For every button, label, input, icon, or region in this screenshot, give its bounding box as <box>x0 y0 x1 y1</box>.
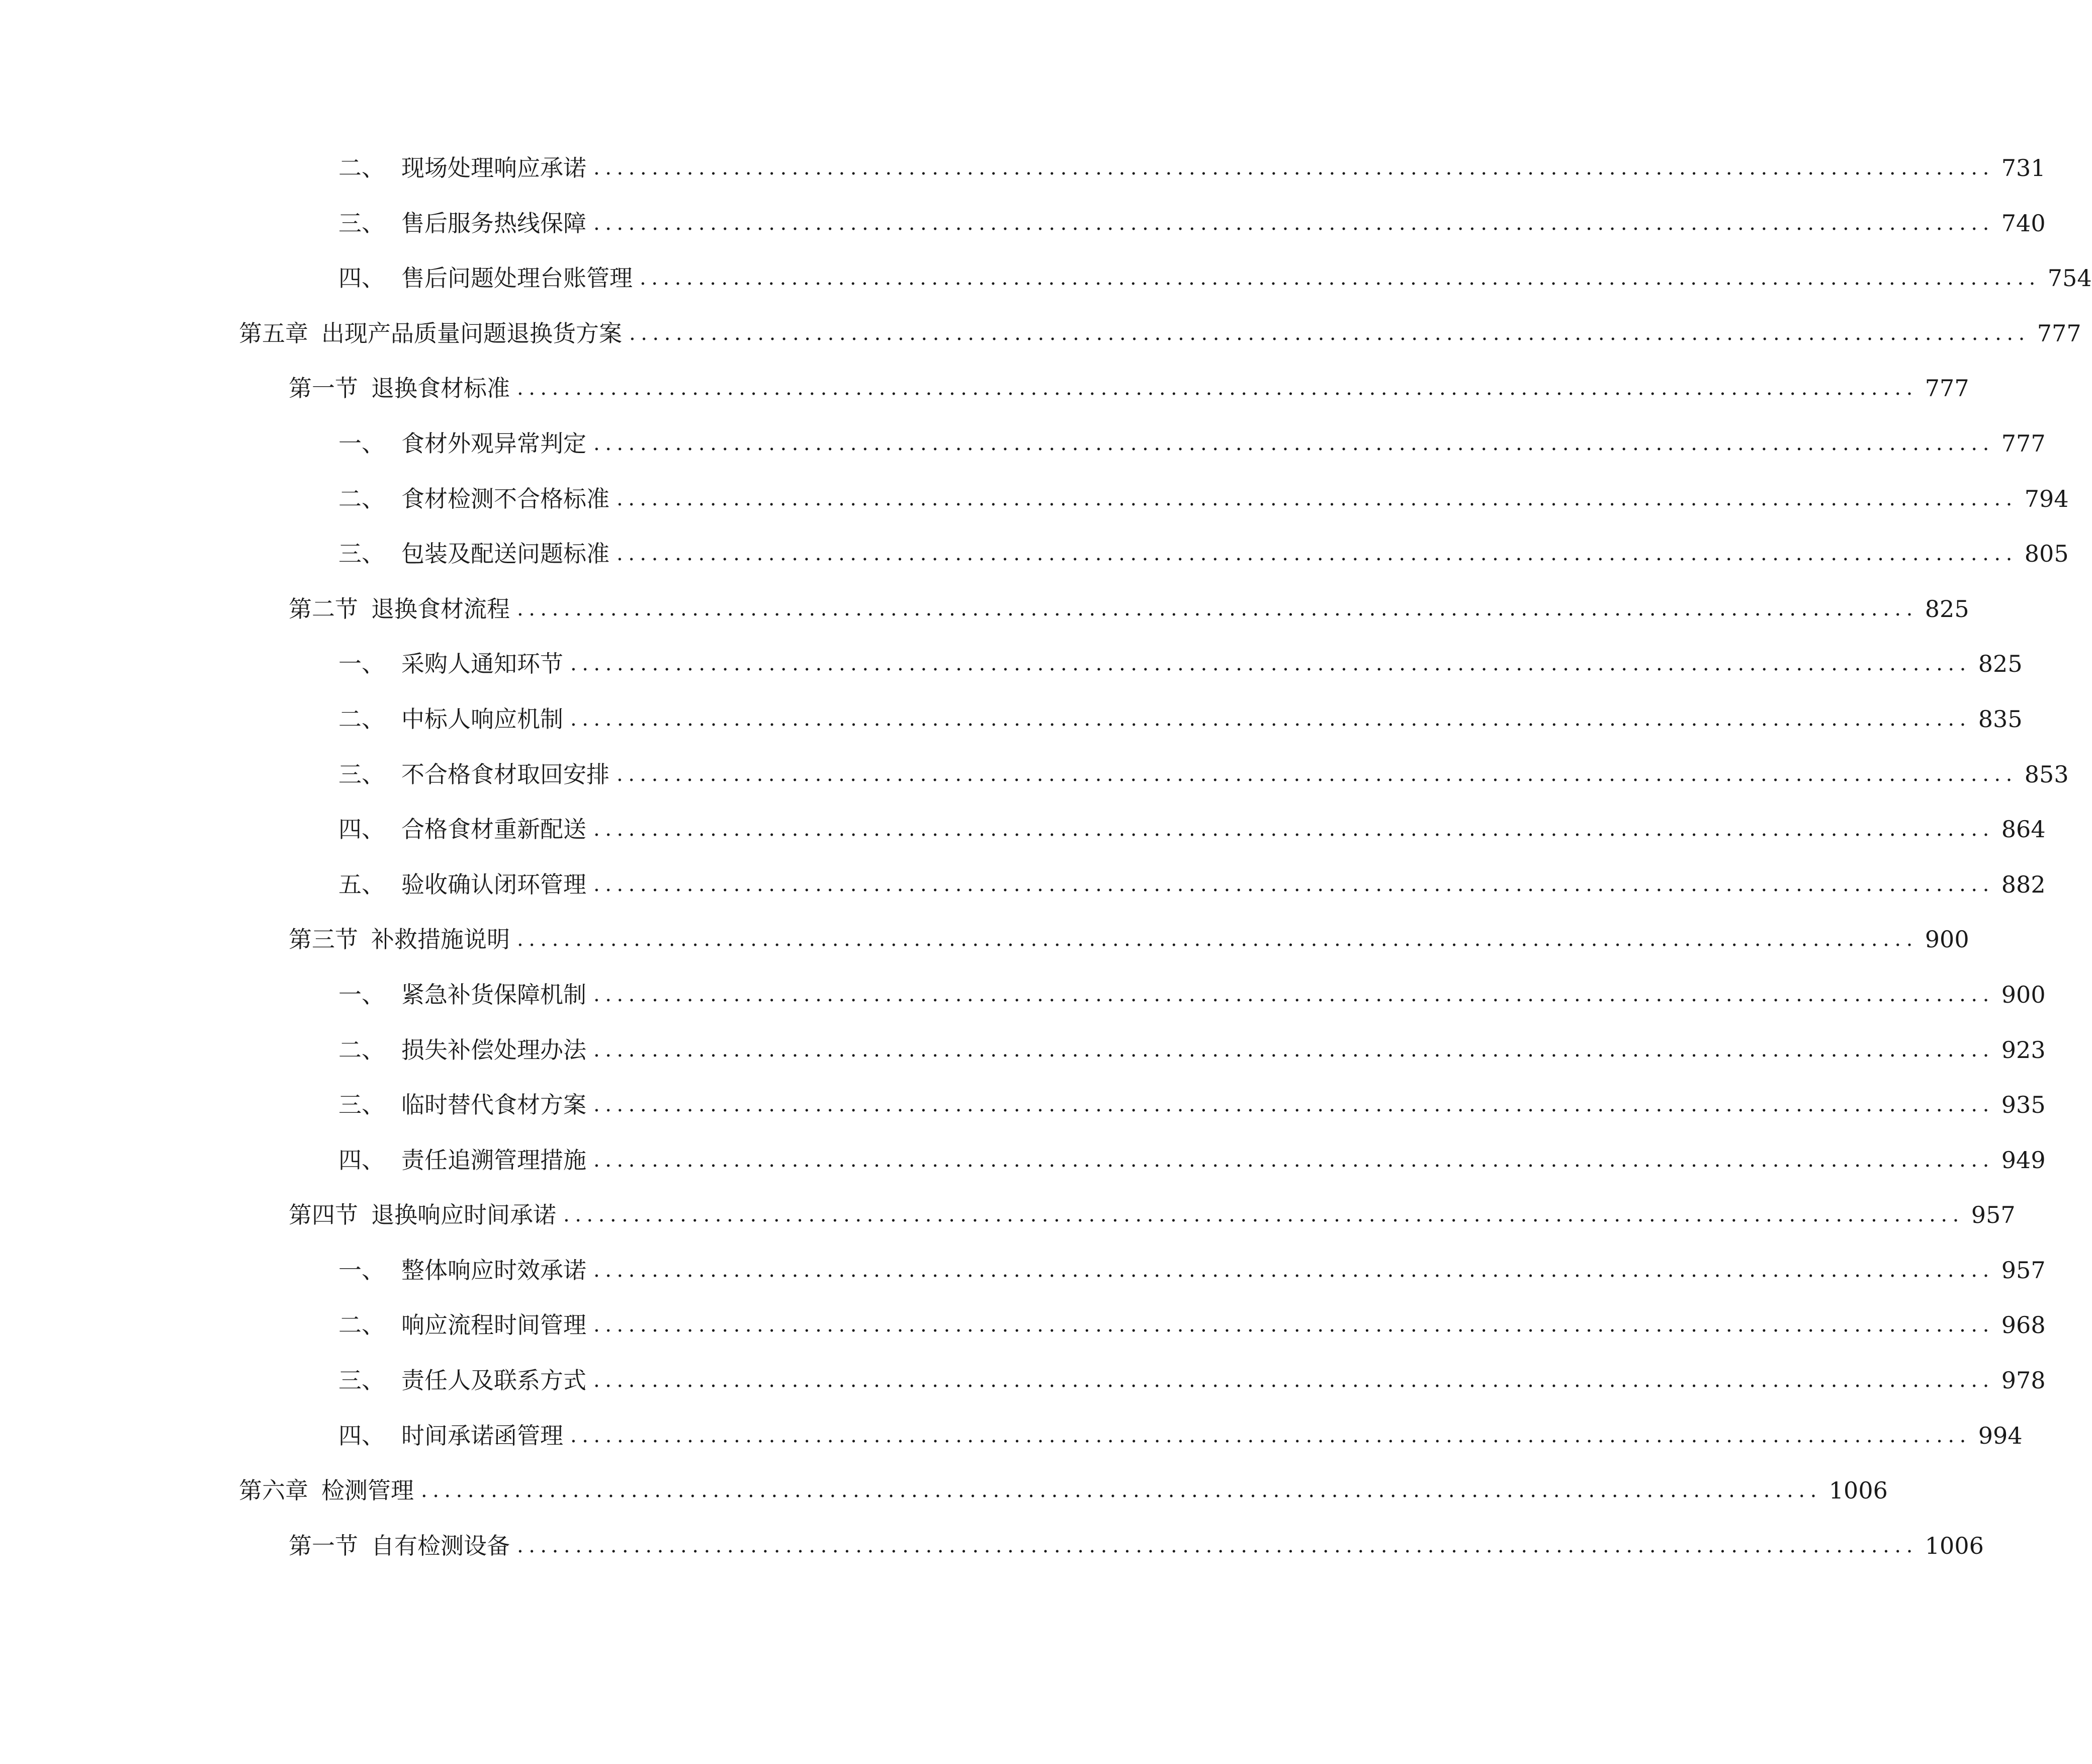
toc-dot-leader: ........................................................................................................................ <box>593 431 1994 455</box>
toc-dot-leader: ........................................................................................................................ <box>629 321 2030 345</box>
toc-entry-title: 整体响应时效承诺 <box>401 1256 586 1284</box>
toc-page-number: 794 <box>2024 485 2069 512</box>
toc-entry[interactable] <box>338 860 2046 909</box>
toc-page-number: 777 <box>2001 429 2046 457</box>
toc-dot-leader: ........................................................................................................................ <box>593 1093 1994 1117</box>
toc-entry[interactable] <box>289 364 1969 412</box>
toc-page-number: 923 <box>2001 1036 2046 1064</box>
toc-entry-title: 食材外观异常判定 <box>401 429 586 457</box>
toc-entry-number: 四、 <box>338 264 385 292</box>
toc-entry[interactable] <box>338 1246 2046 1294</box>
toc-page-number: 957 <box>2001 1256 2046 1284</box>
toc-line <box>0 1246 2046 1301</box>
toc-entry-title: 不合格食材取回安排 <box>401 760 609 788</box>
toc-line <box>0 971 2046 1026</box>
toc-line <box>0 1191 2016 1246</box>
toc-line <box>0 254 2092 309</box>
toc-entry[interactable] <box>338 1081 2046 1129</box>
toc-entry-number: 第二节 <box>289 595 358 623</box>
toc-line <box>0 530 2069 585</box>
toc-entry-title: 售后服务热线保障 <box>401 209 586 237</box>
toc-entry[interactable] <box>338 144 2046 192</box>
toc-entry-title: 响应流程时间管理 <box>401 1311 586 1339</box>
toc-entry-number: 四、 <box>338 1422 385 1449</box>
toc-entry[interactable] <box>338 805 2046 853</box>
toc-dot-leader: ........................................................................................................................ <box>593 1258 1994 1282</box>
toc-entry-number: 三、 <box>338 540 385 568</box>
toc-entry-title: 包装及配送问题标准 <box>401 540 609 568</box>
toc-page-number: 825 <box>1925 595 1969 623</box>
toc-page-number: 978 <box>2001 1367 2046 1394</box>
toc-entry-number: 一、 <box>338 981 385 1008</box>
toc-dot-leader: ........................................................................................................................ <box>593 1148 1994 1172</box>
toc-entry[interactable] <box>289 585 1969 633</box>
toc-line <box>0 199 2046 254</box>
toc-line <box>0 1522 1984 1577</box>
toc-entry[interactable] <box>338 1026 2046 1074</box>
toc-entry-number: 第三节 <box>289 926 358 953</box>
toc-dot-leader: ........................................................................................................................ <box>570 652 1971 676</box>
toc-entry-number: 第五章 <box>239 319 308 347</box>
toc-entry-title: 现场处理响应承诺 <box>401 154 586 182</box>
toc-line <box>0 860 2046 916</box>
toc-page-number: 935 <box>2001 1091 2046 1119</box>
toc-dot-leader: ........................................................................................................................ <box>593 1038 1994 1062</box>
toc-page-number: 1006 <box>1925 1532 1984 1559</box>
toc-entry[interactable] <box>338 695 2023 743</box>
toc-page-number: 1006 <box>1828 1477 1888 1505</box>
toc-dot-leader: ........................................................................................................................ <box>563 1203 1964 1227</box>
toc-page-number: 731 <box>2001 154 2046 182</box>
toc-page-number: 754 <box>2047 264 2092 292</box>
toc-entry-title: 退换食材流程 <box>371 595 510 623</box>
toc-entry-number: 三、 <box>338 1091 385 1119</box>
toc-page-number: 968 <box>2001 1311 2046 1339</box>
toc-entry-title: 自有检测设备 <box>371 1532 510 1559</box>
toc-entry-title: 合格食材重新配送 <box>401 816 586 843</box>
toc-entry-title: 退换响应时间承诺 <box>371 1201 556 1229</box>
toc-dot-leader: ........................................................................................................................ <box>570 707 1971 731</box>
toc-line <box>0 1412 2023 1467</box>
toc-entry[interactable] <box>338 419 2046 468</box>
toc-line <box>0 364 1969 419</box>
toc-page-number: 777 <box>2037 319 2081 347</box>
toc-entry-title: 责任人及联系方式 <box>401 1367 586 1394</box>
toc-dot-leader: ........................................................................................................................ <box>570 1424 1971 1447</box>
toc-line <box>0 915 1969 971</box>
toc-line <box>0 695 2023 750</box>
toc-entry[interactable] <box>338 1301 2046 1349</box>
toc-page-number: 949 <box>2001 1146 2046 1174</box>
toc-dot-leader: ........................................................................................................................ <box>617 542 2018 566</box>
toc-line <box>0 640 2023 695</box>
toc-entry[interactable] <box>338 1136 2046 1184</box>
toc-entry[interactable] <box>338 530 2069 578</box>
toc-entry-number: 第一节 <box>289 375 358 402</box>
toc-entry-title: 售后问题处理台账管理 <box>401 264 633 292</box>
toc-dot-leader: ........................................................................................................................ <box>617 487 2018 510</box>
toc-dot-leader: ........................................................................................................................ <box>517 928 1918 951</box>
toc-entry-title: 出现产品质量问题退换货方案 <box>321 319 622 347</box>
toc-line <box>0 805 2046 860</box>
toc-line <box>0 1466 1888 1522</box>
toc-entry-number: 第六章 <box>239 1477 308 1505</box>
toc-entry-title: 食材检测不合格标准 <box>401 485 609 512</box>
toc-page-number: 957 <box>1971 1201 2016 1229</box>
toc-page-number: 740 <box>2001 209 2046 237</box>
toc-entry[interactable] <box>289 1191 2016 1239</box>
toc-entry[interactable] <box>338 1356 2046 1404</box>
toc-entry-title: 补救措施说明 <box>371 926 510 953</box>
toc-page-number: 900 <box>2001 981 2046 1008</box>
toc-entry-number: 一、 <box>338 650 385 678</box>
toc-page-number: 900 <box>1925 926 1969 953</box>
toc-dot-leader: ........................................................................................................................ <box>640 267 2041 290</box>
toc-entry[interactable] <box>338 640 2023 688</box>
toc-page-number: 853 <box>2024 760 2069 788</box>
toc-line <box>0 475 2069 530</box>
toc-entry[interactable] <box>338 254 2092 302</box>
toc-line <box>0 1356 2046 1412</box>
toc-entry-title: 紧急补货保障机制 <box>401 981 586 1008</box>
toc-entry[interactable] <box>338 750 2069 799</box>
toc-line <box>0 1301 2046 1356</box>
toc-dot-leader: ........................................................................................................................ <box>421 1479 1822 1503</box>
toc-entry[interactable] <box>338 199 2046 247</box>
toc-page-number: 835 <box>1978 705 2023 733</box>
toc-entry-title: 损失补偿处理办法 <box>401 1036 586 1064</box>
toc-entry-number: 二、 <box>338 1036 385 1064</box>
toc-entry-title: 检测管理 <box>321 1477 414 1505</box>
toc-page-number: 805 <box>2024 540 2069 568</box>
toc-entry-number: 二、 <box>338 485 385 512</box>
toc-dot-leader: ........................................................................................................................ <box>517 597 1918 621</box>
toc-entry-number: 五、 <box>338 870 385 898</box>
toc-entry-number: 三、 <box>338 1367 385 1394</box>
toc-page-number: 825 <box>1978 650 2023 678</box>
toc-entry-number: 第一节 <box>289 1532 358 1559</box>
toc-entry-number: 一、 <box>338 1256 385 1284</box>
toc-dot-leader: ........................................................................................................................ <box>593 1313 1994 1337</box>
toc-dot-leader: ........................................................................................................................ <box>593 1369 1994 1392</box>
toc-page-number: 864 <box>2001 816 2046 843</box>
toc-entry-number: 四、 <box>338 1146 385 1174</box>
toc-page-number: 994 <box>1978 1422 2023 1449</box>
toc-entry-title: 时间承诺函管理 <box>401 1422 563 1449</box>
toc-dot-leader: ........................................................................................................................ <box>617 762 2018 786</box>
toc-entry-number: 第四节 <box>289 1201 358 1229</box>
toc-entry[interactable] <box>239 1466 1888 1515</box>
toc-dot-leader: ........................................................................................................................ <box>593 872 1994 896</box>
toc-entry[interactable] <box>289 915 1969 963</box>
toc-line <box>0 585 1969 640</box>
toc-entry-title: 退换食材标准 <box>371 375 510 402</box>
toc-line <box>0 1026 2046 1081</box>
toc-dot-leader: ........................................................................................................................ <box>517 377 1918 400</box>
toc-entry-number: 四、 <box>338 816 385 843</box>
toc-entry-title: 验收确认闭环管理 <box>401 870 586 898</box>
toc-entry-number: 二、 <box>338 154 385 182</box>
toc-entry-number: 三、 <box>338 760 385 788</box>
toc-entry-number: 二、 <box>338 705 385 733</box>
toc-dot-leader: ........................................................................................................................ <box>593 983 1994 1006</box>
toc-dot-leader: ........................................................................................................................ <box>593 156 1994 180</box>
toc-line <box>0 750 2069 806</box>
toc-dot-leader: ........................................................................................................................ <box>593 818 1994 841</box>
toc-entry-number: 一、 <box>338 429 385 457</box>
toc-entry[interactable] <box>338 475 2069 523</box>
toc-entry[interactable] <box>239 309 2081 358</box>
toc-entry-number: 三、 <box>338 209 385 237</box>
toc-line <box>0 309 2081 365</box>
toc-page-number: 777 <box>1925 375 1969 402</box>
toc-entry-title: 中标人响应机制 <box>401 705 563 733</box>
toc-dot-leader: ........................................................................................................................ <box>517 1534 1918 1557</box>
toc-line <box>0 1136 2046 1191</box>
toc-dot-leader: ........................................................................................................................ <box>593 211 1994 235</box>
toc-entry-title: 采购人通知环节 <box>401 650 563 678</box>
toc-entry[interactable] <box>338 1412 2023 1460</box>
toc-line <box>0 144 2046 199</box>
toc-entry[interactable] <box>289 1522 1984 1570</box>
toc-entry-title: 临时替代食材方案 <box>401 1091 586 1119</box>
toc-page-number: 882 <box>2001 870 2046 898</box>
toc-entry[interactable] <box>338 971 2046 1019</box>
toc-line <box>0 1081 2046 1136</box>
table-of-contents <box>0 144 2092 1576</box>
toc-line <box>0 419 2046 475</box>
toc-entry-title: 责任追溯管理措施 <box>401 1146 586 1174</box>
toc-entry-number: 二、 <box>338 1311 385 1339</box>
